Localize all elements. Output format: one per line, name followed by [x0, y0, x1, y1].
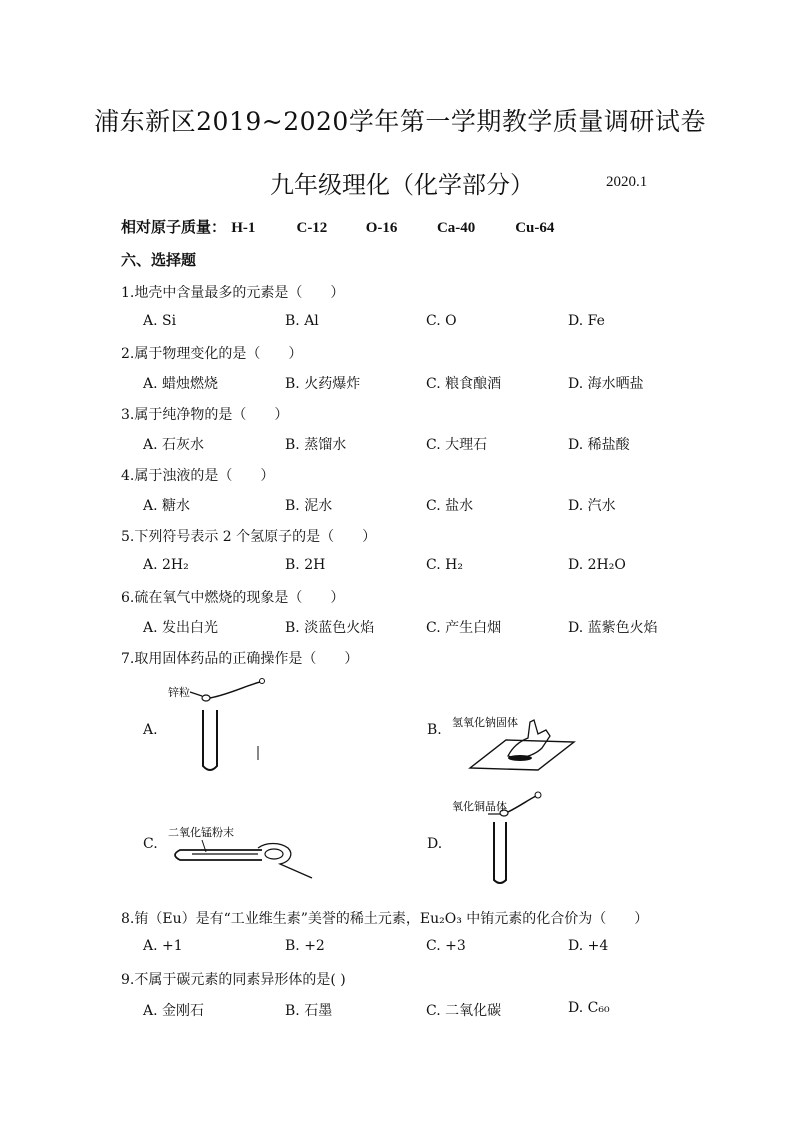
- atomic-mass-c: C-12: [296, 220, 328, 236]
- exam-date: 2020.1: [606, 174, 648, 190]
- question-8-option-d: D. +4: [568, 938, 609, 954]
- question-3-option-a: A. 石灰水: [143, 437, 205, 453]
- figure-d-cuo-tube: [448, 784, 558, 888]
- question-3-stem: 3.属于纯净物的是（ ）: [121, 407, 289, 423]
- question-4-option-b: B. 泥水: [285, 498, 333, 514]
- question-1-option-a: A. Si: [143, 313, 177, 329]
- exam-subtitle: 九年级理化（化学部分）: [270, 171, 534, 199]
- figure-c-mno2-tube: [162, 818, 322, 888]
- question-4-option-c: C. 盐水: [426, 498, 474, 514]
- atomic-mass-o: O-16: [365, 220, 398, 236]
- question-2-option-c: C. 粮食酿酒: [426, 376, 502, 392]
- atomic-mass-h: H-1: [231, 220, 256, 236]
- question-6-option-b: B. 淡蓝色火焰: [285, 620, 375, 636]
- question-9-option-b: B. 石墨: [285, 1003, 333, 1019]
- question-1-option-c: C. O: [426, 313, 457, 329]
- question-7-option-b: B.: [427, 722, 442, 738]
- question-5-option-d: D. 2H₂O: [568, 557, 626, 573]
- question-1-option-b: B. Al: [285, 313, 319, 329]
- question-5-option-c: C. H₂: [426, 557, 463, 573]
- question-1-option-d: D. Fe: [568, 313, 605, 329]
- question-5-option-b: B. 2H: [285, 557, 326, 573]
- question-8-stem: 8.铕（Eu）是有“工业维生素”美誉的稀土元素，Eu₂O₃ 中铕元素的化合价为（ ）: [121, 911, 649, 927]
- question-4-stem: 4.属于浊液的是（ ）: [121, 468, 275, 484]
- question-2-option-b: B. 火药爆炸: [285, 376, 361, 392]
- figure-b-label: 氢氧化钠固体: [452, 716, 518, 729]
- question-9-option-a: A. 金刚石: [143, 1003, 205, 1019]
- atomic-mass-ca: Ca-40: [436, 220, 476, 236]
- figure-b-naoh-paper: [446, 712, 576, 774]
- question-6-option-a: A. 发出白光: [143, 620, 219, 636]
- question-4-option-d: D. 汽水: [568, 498, 616, 514]
- question-3-option-d: D. 稀盐酸: [568, 437, 630, 453]
- question-6-option-d: D. 蓝紫色火焰: [568, 620, 658, 636]
- exam-title: 浦东新区2019~2020学年第一学期教学质量调研试卷: [94, 107, 706, 136]
- figure-a-label: 锌粒: [168, 686, 190, 699]
- figure-c-label: 二氧化锰粉末: [168, 826, 234, 839]
- question-9-option-d: D. C₆₀: [568, 1000, 610, 1016]
- question-7-stem: 7.取用固体药品的正确操作是（ ）: [121, 651, 359, 667]
- atomic-mass-label: 相对原子质量：: [121, 218, 227, 236]
- question-2-stem: 2.属于物理变化的是（ ）: [121, 346, 303, 362]
- question-7-option-d: D.: [427, 836, 443, 852]
- question-6-option-c: C. 产生白烟: [426, 620, 502, 636]
- question-2-option-a: A. 蜡烛燃烧: [143, 376, 219, 392]
- question-7-option-c: C.: [143, 836, 158, 852]
- question-7-option-a: A.: [143, 722, 158, 738]
- question-8-option-c: C. +3: [426, 938, 466, 954]
- question-8-option-a: A. +1: [143, 938, 183, 954]
- question-6-stem: 6.硫在氧气中燃烧的现象是（ ）: [121, 590, 345, 606]
- question-3-option-b: B. 蒸馏水: [285, 437, 347, 453]
- question-2-option-d: D. 海水晒盐: [568, 376, 644, 392]
- question-8-option-b: B. +2: [285, 938, 325, 954]
- question-5-option-a: A. 2H₂: [143, 557, 189, 573]
- atomic-mass-line: [121, 216, 554, 237]
- question-9-stem: 9.不属于碳元素的同素异形体的是( ): [121, 972, 346, 988]
- atomic-mass-cu: Cu-64: [515, 220, 555, 236]
- question-5-stem: 5.下列符号表示 2 个氢原子的是（ ）: [121, 529, 377, 545]
- question-9-option-c: C. 二氧化碳: [426, 1003, 502, 1019]
- figure-a-zinc-tube: [160, 674, 280, 778]
- section-title: 六、选择题: [121, 251, 197, 269]
- figure-d-label: 氧化铜晶体: [452, 800, 507, 813]
- question-3-option-c: C. 大理石: [426, 437, 488, 453]
- question-4-option-a: A. 糖水: [143, 498, 191, 514]
- question-1-stem: 1.地壳中含量最多的元素是（ ）: [121, 285, 345, 301]
